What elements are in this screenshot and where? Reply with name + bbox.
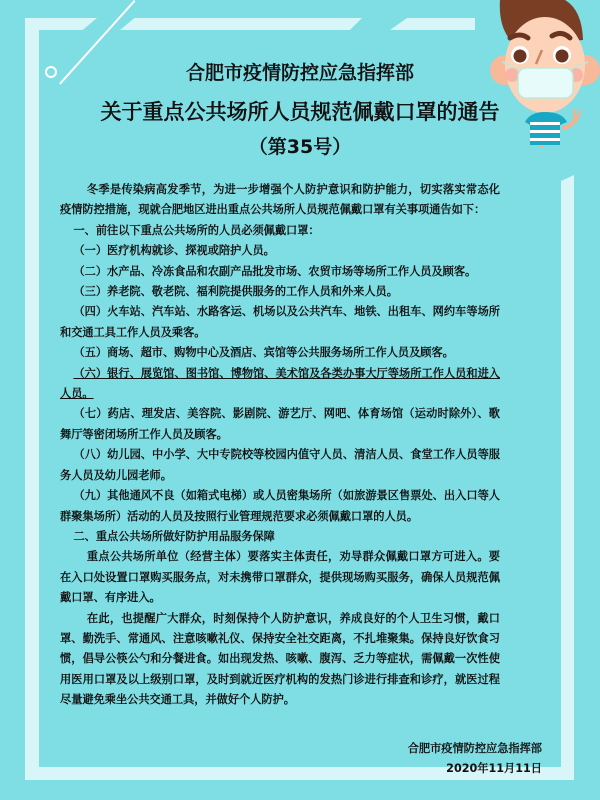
frame-right — [561, 175, 574, 780]
intro-paragraph: 冬季是传染病高发季节，为进一步增强个人防护意识和防护能力，切实落实常态化疫情防控措施，现就合肥地区进出重点公共场所人员规范佩戴口罩有关事项通告如下： — [60, 183, 500, 217]
section1-item: （五）商场、超市、购物中心及酒店、宾馆等公共服务场所工作人员及顾客。 — [73, 346, 454, 360]
notice-body — [60, 180, 500, 711]
section2-paragraph: 重点公共场所单位（经营主体）要落实主体责任，劝导群众佩戴口罩方可进入。要在入口处设置口罩购买服务点，对未携带口罩群众，提供现场购买服务，确保人员规范佩戴口罩、有序进入。 — [60, 550, 500, 605]
section1-item: （二）水产品、冷冻食品和农副产品批发市场、农贸市场等场所工作人员及顾客。 — [73, 264, 477, 278]
signature-issuer: 合肥市疫情防控应急指挥部 — [407, 742, 542, 755]
section1-item: （九）其他通风不良（如箱式电梯）或人员密集场所（如旅游景区售票处、出入口等人群聚集场所）活动的人员及按照行业管理规范要求必须佩戴口罩的人员。 — [60, 489, 500, 523]
section1-item: （一）医疗机构就诊、探视或陪护人员。 — [73, 244, 275, 258]
section1-item-underlined: （六）银行、展览馆、图书馆、博物馆、美术馆及各类办事大厅等场所工作人员和进入人员。 — [60, 366, 500, 401]
section2-heading: 二、重点公共场所做好防护用品服务保障 — [73, 529, 275, 543]
frame-top-segment-2 — [120, 18, 362, 30]
signature-date: 2020年11月11日 — [446, 762, 542, 775]
notice-title: 关于重点公共场所人员规范佩戴口罩的通告 — [100, 100, 500, 124]
section1-item: （七）药店、理发店、美容院、影剧院、游艺厅、网吧、体育场馆（运动时除外）、歌舞厅等密闭场所工作人员及顾客。 — [60, 407, 500, 441]
reminder-paragraph: 在此，也提醒广大群众，时刻保持个人防护意识，养成良好的个人卫生习惯，戴口罩、勤洗手、常通风、注意咳嗽礼仪、保持安全社交距离，不扎堆聚集。保持良好饮食习惯，倡导公筷公勺和分餐进食。如出现发热、咳嗽、腹泻、乏力等症状，需佩戴一次性使用医用口罩及以上级别口罩，及时到就近医疗机构的发热门诊进行排查和诊疗，就医过程尽量避免乘坐公共交通工具，并做好个人防护。 — [60, 611, 500, 707]
section1-item: （三）养老院、敬老院、福利院提供服务的工作人员和外来人员。 — [73, 285, 398, 299]
section1-item: （八）幼儿园、中小学、大中专院校等校园内值守人员、清洁人员、食堂工作人员等服务人员及幼儿园老师。 — [60, 448, 500, 482]
section1-item: （四）火车站、汽车站、水路客运、机场以及公共汽车、地铁、出租车、网约车等场所和交通工具工作人员及乘客。 — [60, 305, 500, 339]
frame-top-segment-3 — [390, 18, 475, 30]
section1-heading: 一、前往以下重点公共场所的人员必须佩戴口罩： — [73, 223, 320, 237]
issuer-title: 合肥市疫情防控应急指挥部 — [185, 62, 414, 84]
notice-number: （第35号） — [248, 136, 352, 158]
